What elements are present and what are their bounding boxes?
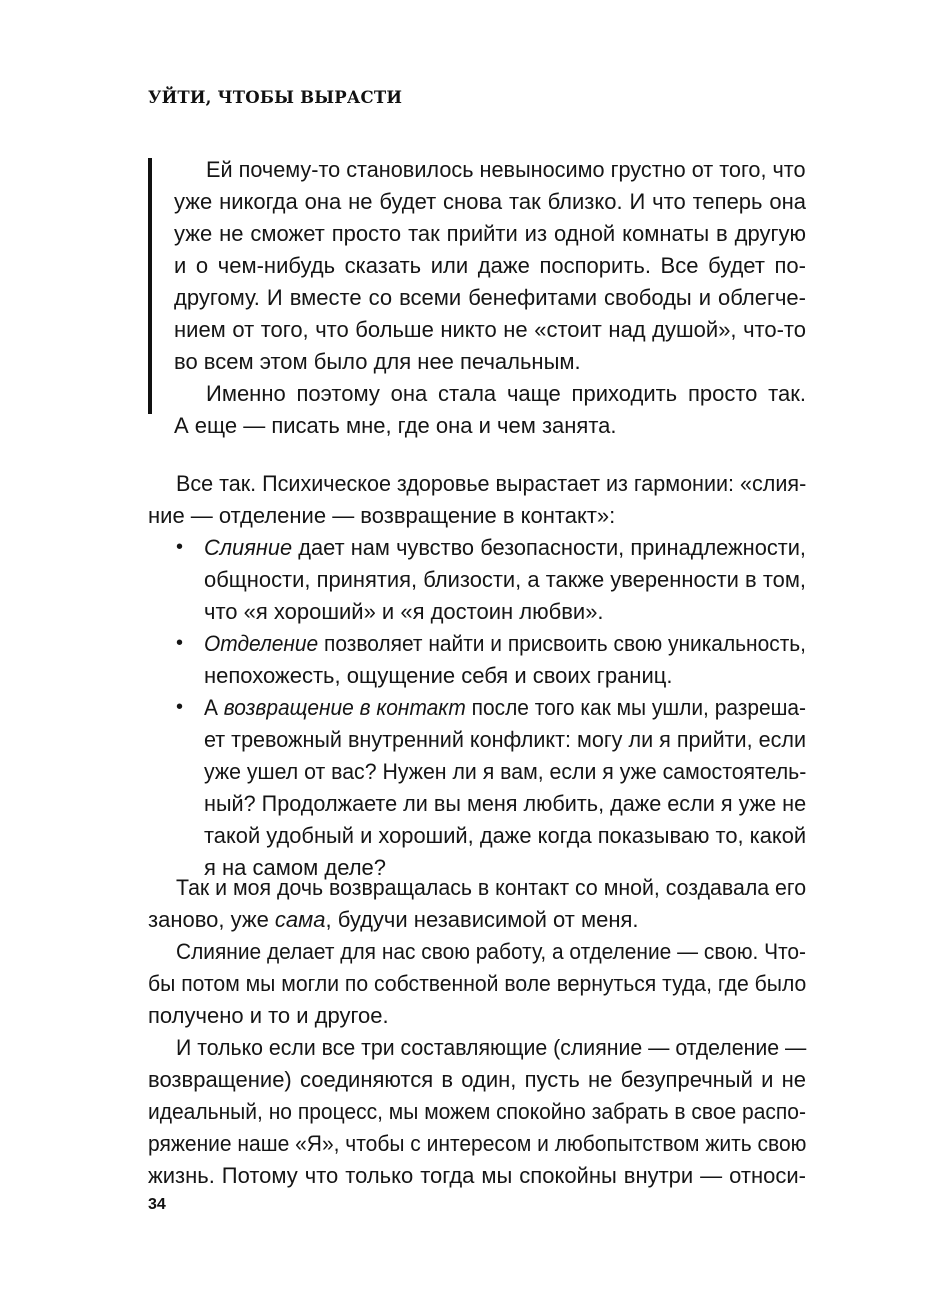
body-line: ряжение наше «Я», чтобы с интересом и любопытством жить свою <box>148 1131 807 1156</box>
body-line: заново, уже сама, будучи независимой от меня. <box>148 907 639 932</box>
bullet-term: Отделение <box>204 631 319 656</box>
bullet-term: возвращение в контакт <box>223 695 466 720</box>
quote-line: нием от того, что больше никто не «стоит над душой», что-то <box>174 317 806 342</box>
bullet-line: ет тревожный внутренний конфликт: могу ли я прийти, если <box>204 727 806 752</box>
body-line: получено и то и другое. <box>148 1003 389 1028</box>
bullet-line: такой удобный и хороший, даже когда показываю то, какой <box>204 823 807 848</box>
body-line: жизнь. Потому что только тогда мы спокойны внутри — относи- <box>148 1163 806 1188</box>
quote-line: другому. И вместе со всеми бенефитами свободы и облегче- <box>174 285 806 310</box>
bullet-line: А возвращение в контакт после того как мы ушли, разреша- <box>204 695 807 720</box>
quote-line: Именно поэтому она стала чаще приходить просто так. <box>206 381 806 406</box>
bullet-line: ный? Продолжаете ли вы меня любить, даже если я уже не <box>204 791 807 816</box>
quote-bar <box>148 158 152 414</box>
body-line: бы потом мы могли по собственной воле вернуться туда, где было <box>148 971 807 996</box>
bullet-line: что «я хороший» и «я достоин любви». <box>204 599 604 624</box>
bullet-icon: • <box>176 696 184 718</box>
body-line: Все так. Психическое здоровье вырастает из гармонии: «слия- <box>176 471 807 496</box>
body-line: ние — отделение — возвращение в контакт»: <box>148 503 616 528</box>
bullet-icon: • <box>176 632 184 654</box>
bullet-icon: • <box>176 536 184 558</box>
bullet-line: Отделение позволяет найти и присвоить свою уникальность, <box>204 631 806 656</box>
body-line: идеальный, но процесс, мы можем спокойно забрать в свое распо- <box>148 1099 806 1124</box>
bullet-line: я на самом деле? <box>204 855 387 880</box>
bullet-line: Слияние дает нам чувство безопасности, принадлежности, <box>204 535 806 560</box>
body-line: Так и моя дочь возвращалась в контакт со мной, создавала его <box>176 875 807 900</box>
body-line: Слияние делает для нас свою работу, а отделение — свою. Что- <box>176 939 806 964</box>
bullet-line: общности, принятия, близости, а также уверенности в том, <box>204 567 806 592</box>
body-line: И только если все три составляющие (слияние — отделение — <box>176 1035 807 1060</box>
emphasis: сама <box>274 907 326 932</box>
quote-line: во всем этом было для нее печальным. <box>174 349 581 374</box>
bullet-line: уже ушел от вас? Нужен ли я вам, если я уже самостоятель- <box>204 759 807 784</box>
page-number: 34 <box>148 1196 166 1213</box>
quote-line: А еще — писать мне, где она и чем занята. <box>174 413 617 438</box>
body-line: возвращение) соединяются в один, пусть не безупречный и не <box>148 1067 806 1092</box>
quote-line: и о чем-нибудь сказать или даже поспорить. Все будет по- <box>174 253 806 278</box>
quote-line: уже никогда она не будет снова так близко. И что теперь она <box>174 189 806 214</box>
quote-line: Ей почему-то становилось невыносимо грустно от того, что <box>206 157 806 182</box>
bullet-term: Слияние <box>204 535 293 560</box>
running-head: УЙТИ, ЧТОБЫ ВЫРАСТИ <box>148 88 403 107</box>
quote-line: уже не сможет просто так прийти из одной комнаты в другую <box>174 221 806 246</box>
bullet-line: непохожесть, ощущение себя и своих границ. <box>204 663 673 688</box>
